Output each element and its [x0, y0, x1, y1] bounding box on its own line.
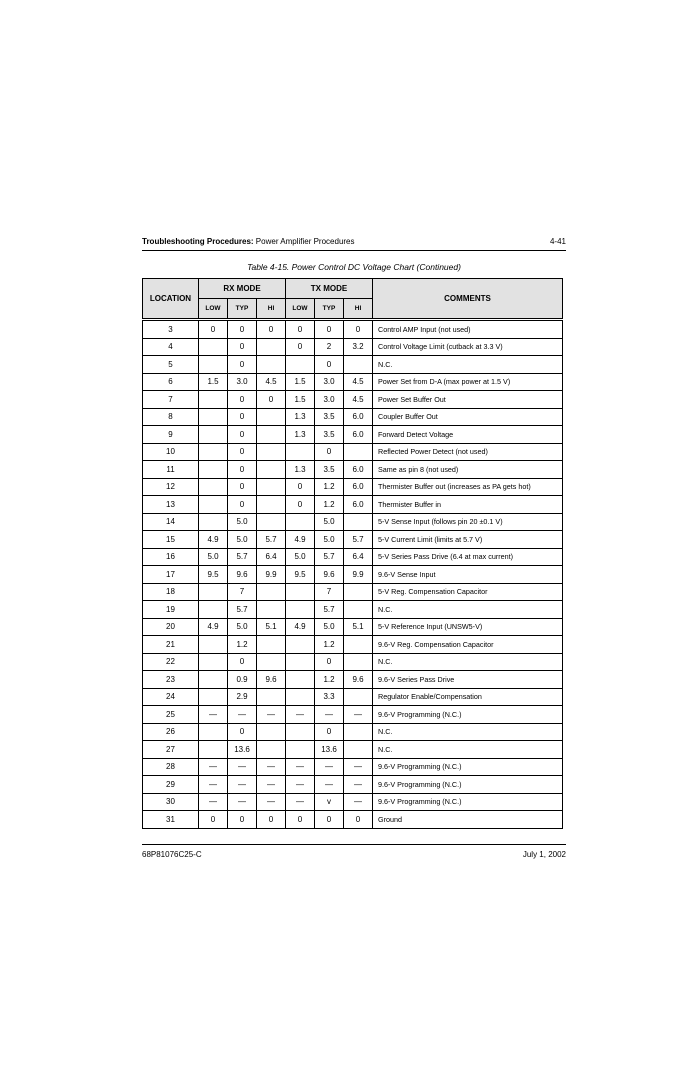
cell-tx-typ: 0: [315, 723, 344, 741]
cell-rx-typ: 9.6: [228, 566, 257, 584]
cell-location: 26: [143, 723, 199, 741]
cell-rx-typ: 0: [228, 408, 257, 426]
cell-rx-low: [199, 338, 228, 356]
cell-rx-low: [199, 723, 228, 741]
cell-rx-hi: 0: [257, 391, 286, 409]
cell-tx-hi: [344, 443, 373, 461]
cell-comment: Coupler Buffer Out: [373, 408, 563, 426]
cell-rx-low: [199, 356, 228, 374]
cell-rx-low: [199, 653, 228, 671]
cell-comment: Same as pin 8 (not used): [373, 461, 563, 479]
cell-location: 3: [143, 320, 199, 339]
cell-location: 11: [143, 461, 199, 479]
cell-tx-typ: 5.0: [315, 618, 344, 636]
cell-location: 23: [143, 671, 199, 689]
cell-rx-hi: [257, 338, 286, 356]
cell-tx-typ: 1.2: [315, 671, 344, 689]
cell-tx-hi: 9.9: [344, 566, 373, 584]
cell-comment: Ground: [373, 811, 563, 829]
cell-location: 15: [143, 531, 199, 549]
cell-rx-hi: [257, 356, 286, 374]
table-caption: Table 4-15. Power Control DC Voltage Chart (Continued): [247, 262, 461, 272]
cell-tx-hi: 0: [344, 811, 373, 829]
header-rule: [142, 250, 566, 251]
cell-rx-typ: 5.0: [228, 531, 257, 549]
cell-rx-typ: 1.2: [228, 636, 257, 654]
cell-comment: 9.6-V Programming (N.C.): [373, 706, 563, 724]
cell-location: 28: [143, 758, 199, 776]
cell-tx-typ: —: [315, 776, 344, 794]
cell-comment: Thermister Buffer in: [373, 496, 563, 514]
cell-tx-typ: 5.0: [315, 531, 344, 549]
table-row: [143, 496, 563, 514]
cell-rx-typ: 0: [228, 391, 257, 409]
cell-tx-hi: 4.5: [344, 373, 373, 391]
header-page-number: 4-41: [549, 237, 566, 246]
cell-rx-typ: 0: [228, 426, 257, 444]
cell-location: 20: [143, 618, 199, 636]
table-row: [143, 566, 563, 584]
footer-date: July 1, 2002: [522, 850, 566, 859]
cell-rx-low: 9.5: [199, 566, 228, 584]
cell-rx-hi: [257, 583, 286, 601]
cell-tx-hi: [344, 741, 373, 759]
cell-rx-low: 0: [199, 320, 228, 339]
cell-location: 4: [143, 338, 199, 356]
table-row: [143, 793, 563, 811]
cell-tx-typ: 3.3: [315, 688, 344, 706]
table-row: [143, 356, 563, 374]
cell-tx-low: 1.3: [286, 461, 315, 479]
table-row: [143, 601, 563, 619]
cell-tx-typ: 3.5: [315, 426, 344, 444]
cell-rx-typ: 0: [228, 356, 257, 374]
header-section-rest: Power Amplifier Procedures: [253, 237, 355, 246]
cell-tx-hi: —: [344, 793, 373, 811]
cell-rx-low: 4.9: [199, 531, 228, 549]
table-row: [143, 548, 563, 566]
cell-rx-hi: [257, 478, 286, 496]
header-tx-mode: TX MODE: [286, 279, 373, 299]
table-row: [143, 531, 563, 549]
table-row: [143, 688, 563, 706]
cell-comment: Control Voltage Limit (cutback at 3.3 V): [373, 338, 563, 356]
cell-rx-typ: 0.9: [228, 671, 257, 689]
cell-rx-hi: 9.6: [257, 671, 286, 689]
cell-location: 5: [143, 356, 199, 374]
table-row: [143, 373, 563, 391]
cell-rx-hi: —: [257, 793, 286, 811]
cell-rx-typ: 0: [228, 723, 257, 741]
cell-tx-typ: 3.0: [315, 391, 344, 409]
running-footer: [142, 850, 566, 862]
cell-tx-low: 0: [286, 338, 315, 356]
cell-rx-hi: [257, 426, 286, 444]
cell-tx-low: 1.5: [286, 373, 315, 391]
cell-rx-typ: 0: [228, 478, 257, 496]
cell-location: 24: [143, 688, 199, 706]
table-row: [143, 461, 563, 479]
cell-tx-low: 0: [286, 320, 315, 339]
cell-rx-low: [199, 496, 228, 514]
cell-tx-hi: 6.0: [344, 496, 373, 514]
cell-comment: N.C.: [373, 741, 563, 759]
header-tx-hi: HI: [344, 299, 373, 320]
cell-tx-low: 4.9: [286, 618, 315, 636]
cell-rx-typ: 0: [228, 496, 257, 514]
cell-rx-hi: 5.7: [257, 531, 286, 549]
cell-location: 19: [143, 601, 199, 619]
cell-rx-low: [199, 601, 228, 619]
cell-tx-low: —: [286, 776, 315, 794]
cell-tx-low: [286, 653, 315, 671]
table-row: [143, 618, 563, 636]
cell-location: 18: [143, 583, 199, 601]
header-rx-hi: HI: [257, 299, 286, 320]
cell-location: 17: [143, 566, 199, 584]
cell-tx-low: [286, 443, 315, 461]
cell-tx-low: 0: [286, 496, 315, 514]
cell-tx-low: 9.5: [286, 566, 315, 584]
cell-tx-typ: 13.6: [315, 741, 344, 759]
table-row: [143, 758, 563, 776]
cell-tx-low: [286, 636, 315, 654]
cell-rx-low: [199, 478, 228, 496]
table-row: [143, 408, 563, 426]
cell-tx-low: [286, 723, 315, 741]
cell-comment: 9.6-V Series Pass Drive: [373, 671, 563, 689]
cell-location: 16: [143, 548, 199, 566]
table-row: [143, 320, 563, 339]
footer-rule: [142, 844, 566, 845]
cell-tx-low: [286, 671, 315, 689]
cell-tx-hi: —: [344, 776, 373, 794]
header-rx-low: LOW: [199, 299, 228, 320]
cell-rx-hi: 0: [257, 320, 286, 339]
cell-tx-typ: 1.2: [315, 636, 344, 654]
cell-tx-low: 1.5: [286, 391, 315, 409]
cell-tx-low: —: [286, 758, 315, 776]
cell-rx-low: [199, 583, 228, 601]
cell-tx-low: 5.0: [286, 548, 315, 566]
footer-doc-number: 68P81076C25-C: [142, 850, 202, 859]
cell-tx-low: 0: [286, 478, 315, 496]
header-tx-low: LOW: [286, 299, 315, 320]
cell-rx-typ: —: [228, 758, 257, 776]
cell-rx-low: [199, 688, 228, 706]
table-row: [143, 338, 563, 356]
cell-rx-low: [199, 741, 228, 759]
cell-tx-hi: 6.0: [344, 408, 373, 426]
cell-rx-hi: [257, 741, 286, 759]
table-row: [143, 776, 563, 794]
cell-tx-hi: —: [344, 758, 373, 776]
cell-rx-typ: 13.6: [228, 741, 257, 759]
cell-rx-typ: 0: [228, 320, 257, 339]
cell-rx-low: —: [199, 706, 228, 724]
cell-comment: 5-V Series Pass Drive (6.4 at max current): [373, 548, 563, 566]
cell-rx-low: [199, 671, 228, 689]
cell-comment: 5-V Reg. Compensation Capacitor: [373, 583, 563, 601]
table-row: [143, 391, 563, 409]
cell-rx-typ: 0: [228, 811, 257, 829]
cell-tx-low: [286, 741, 315, 759]
cell-rx-low: [199, 513, 228, 531]
table-row: [143, 706, 563, 724]
cell-tx-hi: [344, 636, 373, 654]
cell-comment: N.C.: [373, 653, 563, 671]
cell-location: 25: [143, 706, 199, 724]
cell-rx-hi: —: [257, 706, 286, 724]
cell-rx-typ: —: [228, 776, 257, 794]
cell-tx-hi: [344, 356, 373, 374]
cell-tx-low: —: [286, 793, 315, 811]
voltage-chart-table: [142, 278, 563, 829]
cell-location: 31: [143, 811, 199, 829]
table-row: [143, 811, 563, 829]
cell-rx-hi: 9.9: [257, 566, 286, 584]
cell-rx-typ: 0: [228, 653, 257, 671]
cell-tx-typ: 5.0: [315, 513, 344, 531]
cell-rx-hi: 6.4: [257, 548, 286, 566]
cell-rx-low: 1.5: [199, 373, 228, 391]
cell-tx-hi: [344, 723, 373, 741]
header-comments: COMMENTS: [373, 279, 563, 320]
cell-comment: Power Set from D-A (max power at 1.5 V): [373, 373, 563, 391]
cell-rx-hi: [257, 653, 286, 671]
cell-rx-low: [199, 461, 228, 479]
cell-comment: 5-V Sense Input (follows pin 20 ±0.1 V): [373, 513, 563, 531]
cell-rx-hi: [257, 513, 286, 531]
cell-rx-typ: 5.0: [228, 513, 257, 531]
cell-comment: 5-V Reference Input (UNSW5-V): [373, 618, 563, 636]
cell-tx-typ: 5.7: [315, 548, 344, 566]
cell-comment: N.C.: [373, 356, 563, 374]
header-tx-typ: TYP: [315, 299, 344, 320]
cell-rx-low: —: [199, 793, 228, 811]
cell-rx-typ: —: [228, 793, 257, 811]
cell-tx-hi: [344, 653, 373, 671]
header-rx-typ: TYP: [228, 299, 257, 320]
cell-tx-typ: 2: [315, 338, 344, 356]
cell-tx-typ: 0: [315, 356, 344, 374]
table-body: [143, 320, 563, 829]
cell-tx-low: [286, 513, 315, 531]
cell-rx-hi: 0: [257, 811, 286, 829]
cell-comment: 9.6-V Programming (N.C.): [373, 793, 563, 811]
cell-tx-low: 1.3: [286, 426, 315, 444]
cell-tx-hi: [344, 583, 373, 601]
cell-tx-hi: 5.1: [344, 618, 373, 636]
cell-tx-hi: 6.0: [344, 478, 373, 496]
cell-tx-typ: —: [315, 758, 344, 776]
cell-tx-typ: —: [315, 706, 344, 724]
cell-rx-typ: 0: [228, 338, 257, 356]
cell-rx-hi: 4.5: [257, 373, 286, 391]
cell-location: 10: [143, 443, 199, 461]
cell-tx-typ: 0: [315, 443, 344, 461]
cell-location: 6: [143, 373, 199, 391]
table-row: [143, 653, 563, 671]
cell-tx-hi: [344, 688, 373, 706]
cell-tx-hi: [344, 513, 373, 531]
cell-comment: Thermister Buffer out (increases as PA gets hot): [373, 478, 563, 496]
cell-comment: N.C.: [373, 723, 563, 741]
cell-location: 9: [143, 426, 199, 444]
cell-rx-typ: 2.9: [228, 688, 257, 706]
cell-location: 12: [143, 478, 199, 496]
cell-rx-typ: —: [228, 706, 257, 724]
running-header: [142, 237, 566, 251]
cell-rx-typ: 0: [228, 461, 257, 479]
cell-rx-typ: 5.0: [228, 618, 257, 636]
cell-comment: Reflected Power Detect (not used): [373, 443, 563, 461]
cell-location: 14: [143, 513, 199, 531]
cell-tx-hi: 6.0: [344, 461, 373, 479]
cell-rx-typ: 3.0: [228, 373, 257, 391]
cell-comment: Control AMP Input (not used): [373, 320, 563, 339]
cell-rx-low: [199, 443, 228, 461]
cell-tx-typ: 3.5: [315, 408, 344, 426]
cell-rx-hi: [257, 601, 286, 619]
cell-rx-hi: [257, 461, 286, 479]
cell-location: 27: [143, 741, 199, 759]
cell-tx-typ: 5.7: [315, 601, 344, 619]
cell-rx-low: [199, 636, 228, 654]
cell-rx-low: —: [199, 758, 228, 776]
table-row: [143, 513, 563, 531]
cell-tx-low: [286, 356, 315, 374]
cell-tx-hi: 6.4: [344, 548, 373, 566]
cell-comment: 9.6-V Sense Input: [373, 566, 563, 584]
cell-rx-hi: [257, 723, 286, 741]
cell-rx-hi: [257, 443, 286, 461]
cell-tx-low: [286, 601, 315, 619]
cell-tx-typ: 0: [315, 320, 344, 339]
cell-tx-typ: 0: [315, 653, 344, 671]
cell-comment: 9.6-V Programming (N.C.): [373, 758, 563, 776]
cell-tx-low: 4.9: [286, 531, 315, 549]
cell-tx-typ: 3.5: [315, 461, 344, 479]
cell-rx-typ: 0: [228, 443, 257, 461]
header-section-title: [142, 237, 355, 246]
cell-tx-typ: 7: [315, 583, 344, 601]
cell-tx-typ: 0: [315, 811, 344, 829]
cell-location: 21: [143, 636, 199, 654]
cell-tx-low: [286, 688, 315, 706]
cell-tx-low: 0: [286, 811, 315, 829]
table-row: [143, 636, 563, 654]
cell-rx-hi: 5.1: [257, 618, 286, 636]
cell-comment: 9.6-V Reg. Compensation Capacitor: [373, 636, 563, 654]
cell-rx-typ: 5.7: [228, 601, 257, 619]
cell-comment: Forward Detect Voltage: [373, 426, 563, 444]
cell-tx-hi: [344, 601, 373, 619]
cell-location: 13: [143, 496, 199, 514]
cell-tx-hi: 4.5: [344, 391, 373, 409]
header-section-bold: Troubleshooting Procedures:: [142, 237, 254, 246]
cell-tx-typ: 1.2: [315, 496, 344, 514]
cell-comment: Regulator Enable/Compensation: [373, 688, 563, 706]
table-row: [143, 443, 563, 461]
cell-rx-typ: 7: [228, 583, 257, 601]
cell-tx-hi: 0: [344, 320, 373, 339]
cell-tx-low: —: [286, 706, 315, 724]
cell-rx-hi: [257, 408, 286, 426]
cell-rx-low: —: [199, 776, 228, 794]
cell-location: 29: [143, 776, 199, 794]
cell-location: 8: [143, 408, 199, 426]
cell-comment: Power Set Buffer Out: [373, 391, 563, 409]
cell-location: 7: [143, 391, 199, 409]
cell-rx-low: 4.9: [199, 618, 228, 636]
cell-rx-hi: [257, 688, 286, 706]
cell-comment: 9.6-V Programming (N.C.): [373, 776, 563, 794]
cell-rx-typ: 5.7: [228, 548, 257, 566]
cell-rx-hi: [257, 496, 286, 514]
table-header: [143, 279, 563, 320]
header-location: LOCATION: [143, 279, 199, 320]
table-row: [143, 671, 563, 689]
cell-rx-hi: [257, 636, 286, 654]
cell-comment: 5-V Current Limit (limits at 5.7 V): [373, 531, 563, 549]
cell-rx-low: 5.0: [199, 548, 228, 566]
table-row: [143, 741, 563, 759]
table-row: [143, 723, 563, 741]
cell-tx-typ: 1.2: [315, 478, 344, 496]
cell-location: 22: [143, 653, 199, 671]
cell-rx-low: 0: [199, 811, 228, 829]
cell-rx-low: [199, 408, 228, 426]
cell-tx-typ: 9.6: [315, 566, 344, 584]
table-row: [143, 426, 563, 444]
header-rx-mode: RX MODE: [199, 279, 286, 299]
table-row: [143, 583, 563, 601]
cell-tx-hi: 5.7: [344, 531, 373, 549]
cell-tx-hi: 9.6: [344, 671, 373, 689]
cell-location: 30: [143, 793, 199, 811]
cell-tx-hi: —: [344, 706, 373, 724]
cell-rx-hi: —: [257, 758, 286, 776]
cell-rx-low: [199, 391, 228, 409]
cell-tx-low: 1.3: [286, 408, 315, 426]
cell-rx-low: [199, 426, 228, 444]
cell-tx-low: [286, 583, 315, 601]
cell-rx-hi: —: [257, 776, 286, 794]
table-row: [143, 478, 563, 496]
cell-comment: N.C.: [373, 601, 563, 619]
cell-tx-typ: v: [315, 793, 344, 811]
cell-tx-hi: 6.0: [344, 426, 373, 444]
cell-tx-hi: 3.2: [344, 338, 373, 356]
cell-tx-typ: 3.0: [315, 373, 344, 391]
